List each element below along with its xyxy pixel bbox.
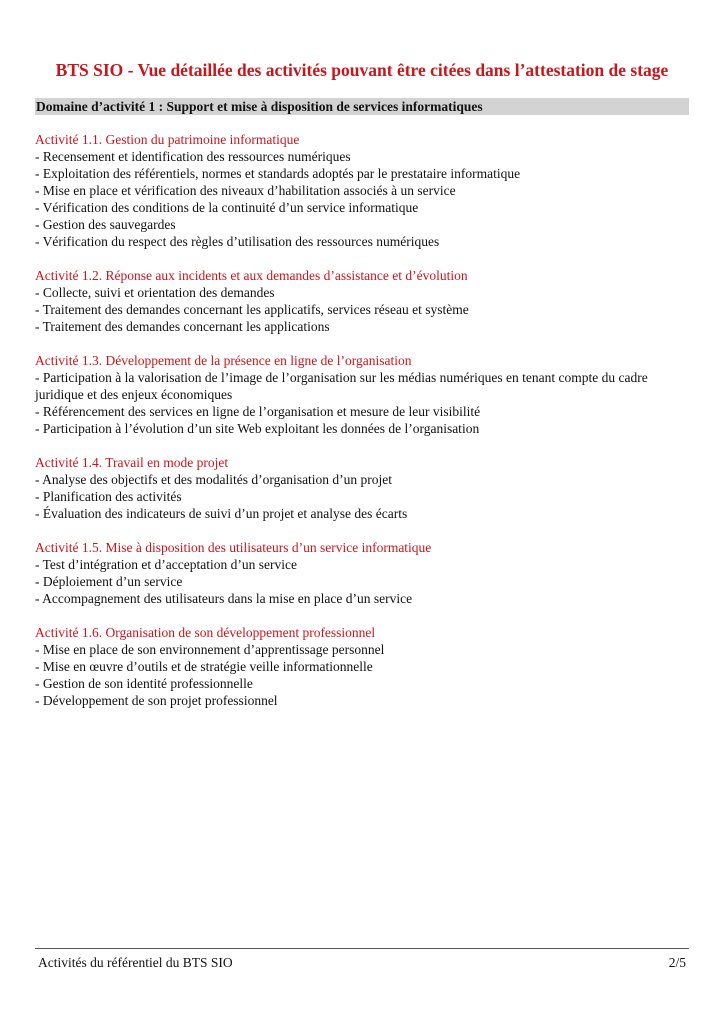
list-item: - Exploitation des référentiels, normes et standards adoptés par le prestataire informatique: [35, 166, 521, 181]
list-item: - Déploiement d’un service: [35, 574, 183, 589]
domain-heading: Domaine d’activité 1 : Support et mise à disposition de services informatiques: [35, 98, 689, 115]
list-item: - Mise en place de son environnement d’apprentissage personnel: [35, 642, 385, 657]
list-item: - Participation à l’évolution d’un site Web exploitant les données de l’organisation: [35, 421, 480, 436]
page-number: 2/5: [668, 955, 686, 970]
list-item: - Traitement des demandes concernant les applications: [35, 319, 330, 334]
activity-title: Activité 1.1. Gestion du patrimoine informatique: [35, 132, 300, 147]
activity-section-1-1: [35, 131, 689, 250]
activity-title: Activité 1.2. Réponse aux incidents et aux demandes d’assistance et d’évolution: [35, 268, 468, 283]
activity-title: Activité 1.5. Mise à disposition des utilisateurs d’un service informatique: [35, 540, 432, 555]
list-item: - Traitement des demandes concernant les applicatifs, services réseau et système: [35, 302, 469, 317]
activity-section-1-4: [35, 454, 689, 522]
activity-section-1-6: [35, 624, 689, 709]
list-item: - Accompagnement des utilisateurs dans la mise en place d’un service: [35, 591, 413, 606]
activity-title: Activité 1.6. Organisation de son développement professionnel: [35, 625, 376, 640]
list-item: - Analyse des objectifs et des modalités d’organisation d’un projet: [35, 472, 393, 487]
list-item: - Recensement et identification des ressources numériques: [35, 149, 351, 164]
activity-section-1-5: [35, 539, 689, 607]
activity-section-1-2: [35, 267, 689, 335]
footer-divider: [35, 948, 689, 949]
list-item: - Collecte, suivi et orientation des demandes: [35, 285, 275, 300]
list-item: - Vérification du respect des règles d’utilisation des ressources numériques: [35, 234, 440, 249]
list-item: - Gestion de son identité professionnelle: [35, 676, 253, 691]
list-item: - Mise en place et vérification des niveaux d’habilitation associés à un service: [35, 183, 456, 198]
list-item: - Participation à la valorisation de l’image de l’organisation sur les médias numériques en tenant compte du cadre juridique et des enjeux économiques: [35, 370, 648, 402]
activity-title: Activité 1.4. Travail en mode projet: [35, 455, 229, 470]
list-item: - Mise en œuvre d’outils et de stratégie veille informationnelle: [35, 659, 373, 674]
page-title: BTS SIO - Vue détaillée des activités pouvant être citées dans l’attestation de stage: [55, 60, 669, 80]
footer-title: Activités du référentiel du BTS SIO: [38, 955, 233, 970]
activities-list: [35, 131, 689, 726]
activity-section-1-3: [35, 352, 689, 437]
list-item: - Test d’intégration et d’acceptation d’un service: [35, 557, 297, 572]
list-item: - Planification des activités: [35, 489, 182, 504]
list-item: - Gestion des sauvegardes: [35, 217, 176, 232]
list-item: - Référencement des services en ligne de l’organisation et mesure de leur visibilité: [35, 404, 481, 419]
activity-title: Activité 1.3. Développement de la présence en ligne de l’organisation: [35, 353, 412, 368]
list-item: - Vérification des conditions de la continuité d’un service informatique: [35, 200, 419, 215]
list-item: - Développement de son projet professionnel: [35, 693, 278, 708]
list-item: - Évaluation des indicateurs de suivi d’un projet et analyse des écarts: [35, 506, 408, 521]
